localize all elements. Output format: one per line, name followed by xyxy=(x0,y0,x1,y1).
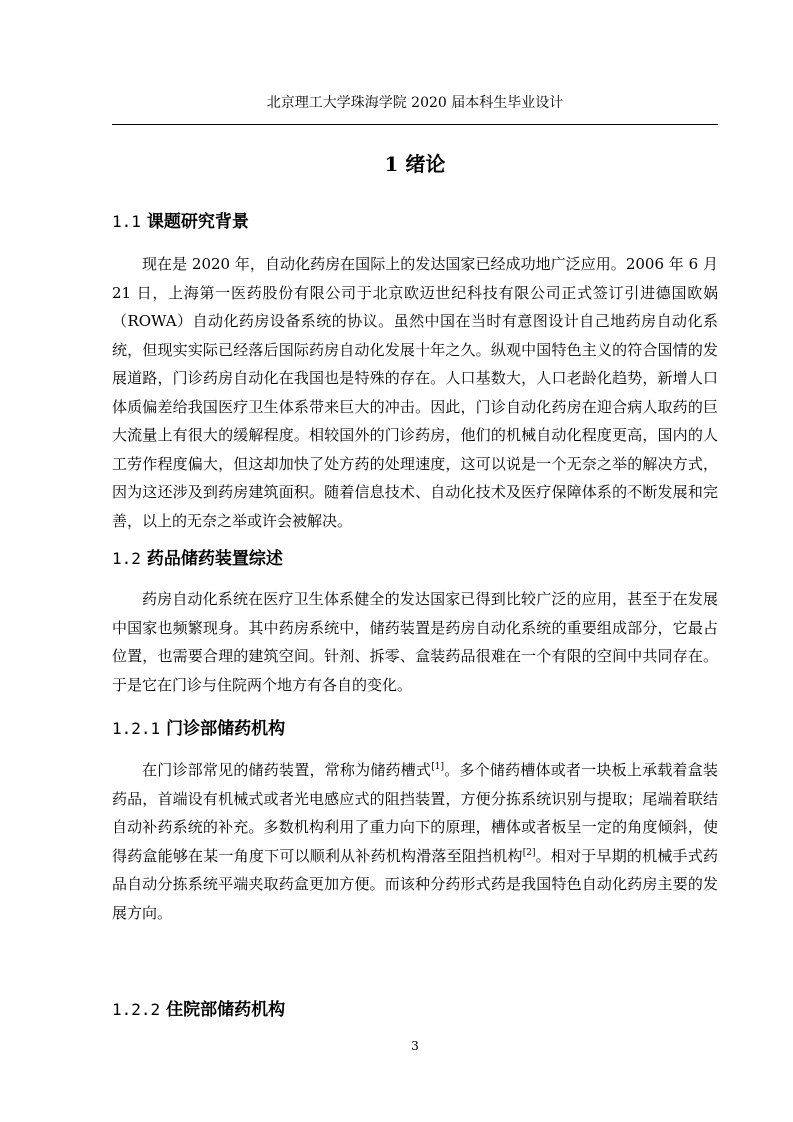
paragraph-text: 。相对于早期的机械手式药品自动分拣系统平端夹取药盒更加方便。而该种分药形式药是我国特色自动化药房主要的发展方向。 xyxy=(112,846,718,922)
section-title: 住院部储药机构 xyxy=(166,1000,286,1020)
section-number: 1.2.1 xyxy=(112,719,161,738)
running-header: 北京理工大学珠海学院 2020 届本科生毕业设计 xyxy=(266,95,564,111)
section-title: 门诊部储药机构 xyxy=(166,719,286,739)
paragraph-text: 。多个储药槽体或者一块板上承载着盒装药品，首端设有机械式或者光电感应式的阻挡装置，方便分拣系统识别与提取；尾端着联结自动补药系统的补充。多数机构利用了重力向下的原理，槽体或者板呈一定的角度倾斜，使得药盒能够在某一角度下可以顺利从补药机构滑落至阻挡机构 xyxy=(112,761,718,865)
citation-ref[interactable]: [2] xyxy=(522,847,536,858)
citation-ref[interactable]: [1] xyxy=(431,762,444,772)
paragraph-1-1: 现在是 2020 年，自动化药房在国际上的发达国家已经成功地广泛应用。2006 年 6 月 21 日，上海第一医药股份有限公司于北京欧迈世纪科技有限公司正式签订引进德国欧娲（ROWA）自动化药房设备系统的协议。虽然中国在当时有意图设计自己地药房自动化系统，但现实实际已经落后国际药房自动化发展十年之久。纵观中国特色主义的符合国情的发展道路，门诊药房自动化在我国也是特殊的存在。人口基数大，人口老龄化趋势，新增人口体质偏差给我国医疗卫生体系带来巨大的冲击。因此，门诊自动化药房在迎合病人取药的巨大流量上有很大的缓解程度。相较国外的门诊药房，他们的机械自动化程度更高，国内的人工劳作程度偏大，但这却加快了处方药的处理速度，这可以说是一个无奈之举的解决方式，因为这还涉及到药房建筑面积。随着信息技术、自动化技术及医疗保障体系的不断发展和完善，以上的无奈之举或许会被解决。 xyxy=(112,255,718,530)
paragraph-text: 在门诊部常见的储药装置，常称为储药槽式 xyxy=(142,761,432,779)
section-title: 课题研究背景 xyxy=(146,212,249,232)
section-heading-1-2-2 xyxy=(112,998,285,1022)
section-number: 1.2 xyxy=(112,549,141,568)
section-number: 1.1 xyxy=(112,212,141,231)
section-number: 1.2.2 xyxy=(112,1000,161,1019)
header-divider xyxy=(112,124,718,125)
section-heading-1-1 xyxy=(112,210,249,234)
section-heading-1-2 xyxy=(112,547,283,571)
section-heading-1-2-1 xyxy=(112,717,285,741)
paragraph-1-2: 药房自动化系统在医疗卫生体系健全的发达国家已得到比较广泛的应用，甚至于在发展中国家也频繁现身。其中药房系统中，储药装置是药房自动化系统的重要组成部分，它最占位置，也需要合理的建筑空间。针剂、拆零、盒装药品很难在一个有限的空间中共同存在。于是它在门诊与住院两个地方有各自的变化。 xyxy=(112,590,718,694)
section-title: 药品储药装置综述 xyxy=(146,549,283,569)
page-number: 3 xyxy=(411,1039,419,1053)
chapter-title: 1 绪论 xyxy=(384,152,446,176)
paragraph-1-2-1 xyxy=(112,756,718,927)
